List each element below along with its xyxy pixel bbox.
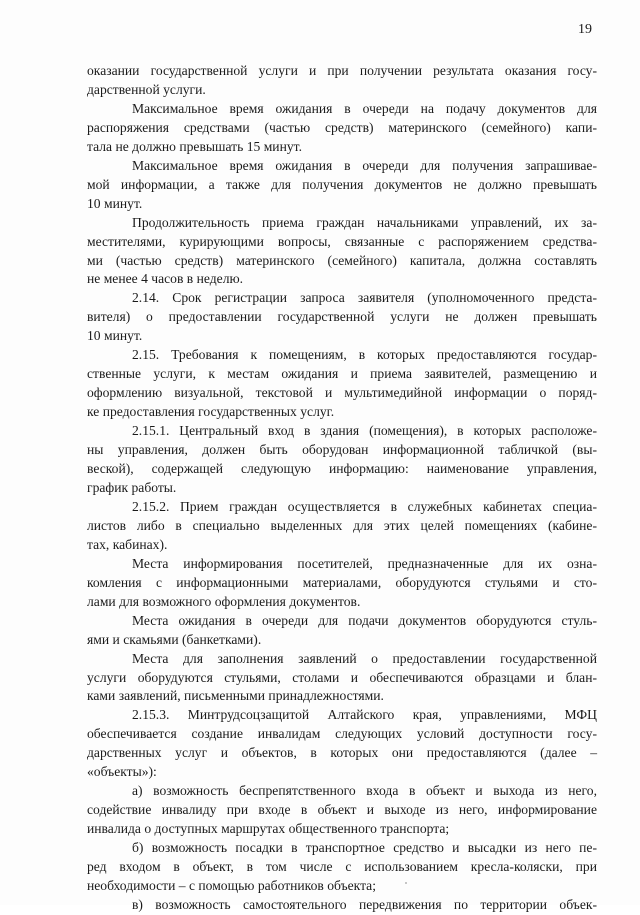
text-line: Места ожидания в очереди для подачи документов оборудуются стуль- (132, 612, 597, 628)
text-line: 10 минут. (87, 195, 143, 211)
text-line: ками заявлений, письменными принадлежностями. (87, 688, 384, 704)
text-line: 2.15.1. Центральный вход в здания (помещения), в которых расположе- (132, 423, 597, 439)
text-line: Места информирования посетителей, предназначенные для их озна- (132, 555, 597, 571)
text-line: а) возможность беспрепятственного входа в объект и выхода из него, (132, 783, 597, 799)
document-body (87, 62, 597, 915)
text-line: лами для возможного оформления документов. (87, 593, 361, 609)
text-line: вителя) о предоставлении государственной услуги не должен превышать (87, 309, 597, 325)
text-line: не менее 4 часов в неделю. (87, 271, 244, 287)
text-line: местителями, курирующими вопросы, связанные с распоряжением средства- (87, 233, 597, 249)
text-line: 10 минут. (87, 328, 143, 344)
text-line: ственные услуги, к местам ожидания и приема заявителей, размещению и (87, 366, 597, 382)
text-line: тах, кабинах). (87, 536, 168, 552)
text-line: б) возможность посадки в транспортное средство и высадки из него пе- (132, 840, 597, 856)
text-line: распоряжения средствами (частью средств) материнского (семейного) капи- (87, 119, 597, 135)
text-line: в) возможность самостоятельного передвижения по территории объек- (132, 896, 597, 912)
text-line: «объекты»): (87, 764, 157, 780)
text-line: Продолжительность приема граждан начальниками управлений, их за- (132, 214, 597, 230)
text-line: Максимальное время ожидания в очереди на подачу документов для (132, 100, 597, 116)
text-line: веской), содержащей следующую информацию: наименование управления, (87, 461, 597, 477)
text-line: 2.15.2. Прием граждан осуществляется в служебных кабинетах специа- (132, 498, 597, 514)
text-line: оказании государственной услуги и при получении результата оказания госу- (87, 63, 597, 78)
text-line: Максимальное время ожидания в очереди для получения запрашивае- (132, 157, 597, 173)
text-line: мой информации, а также для получения документов не должно превышать (87, 176, 597, 192)
text-line: ны управления, должен быть оборудован информационной табличкой (вы- (87, 442, 597, 458)
text-line: инвалида о доступных маршрутах общественного транспорта; (87, 821, 450, 837)
text-line: ред входом в объект, в том числе с использованием кресла-коляски, при (87, 859, 597, 875)
text-line: 2.14. Срок регистрации запроса заявителя (уполномоченного предста- (132, 290, 597, 306)
scan-speck (405, 882, 407, 884)
text-line: услуги оборудуются стульями, столами и обеспечиваются образцами и блан- (87, 669, 597, 685)
text-line: листов либо в специально выделенных для этих целей помещениях (кабине- (87, 517, 597, 533)
text-line: ке предоставления государственных услуг. (87, 404, 335, 420)
text-line: содействие инвалиду при входе в объект и выходе из него, информирование (87, 802, 597, 818)
text-line: тала не должно превышать 15 минут. (87, 138, 302, 154)
text-line: график работы. (87, 479, 177, 495)
text-line: Места для заполнения заявлений о предоставлении государственной (132, 650, 597, 666)
text-line: обеспечивается создание инвалидам следующих условий доступности госу- (87, 726, 597, 742)
text-line: 2.15. Требования к помещениям, в которых предоставляются государ- (132, 347, 597, 363)
text-line: оформлению визуальной, текстовой и мультимедийной информации о поряд- (87, 385, 597, 401)
text-line: ями и скамьями (банкетками). (87, 631, 262, 647)
text-line: дарственной услуги. (87, 81, 206, 97)
text-line: необходимости – с помощью работников объекта; (87, 877, 376, 893)
text-line: ми (частью средств) материнского (семейного) капитала, должна составлять (87, 252, 597, 268)
text-line: комления с информационными материалами, оборудуются стульями и сто- (87, 574, 597, 590)
text-line: дарственных услуг и объектов, в которых они предоставляются (далее – (87, 745, 597, 761)
text-line: 2.15.3. Минтрудсоцзащитой Алтайского края, управлениями, МФЦ (132, 707, 597, 723)
page-number: 19 (578, 22, 592, 37)
